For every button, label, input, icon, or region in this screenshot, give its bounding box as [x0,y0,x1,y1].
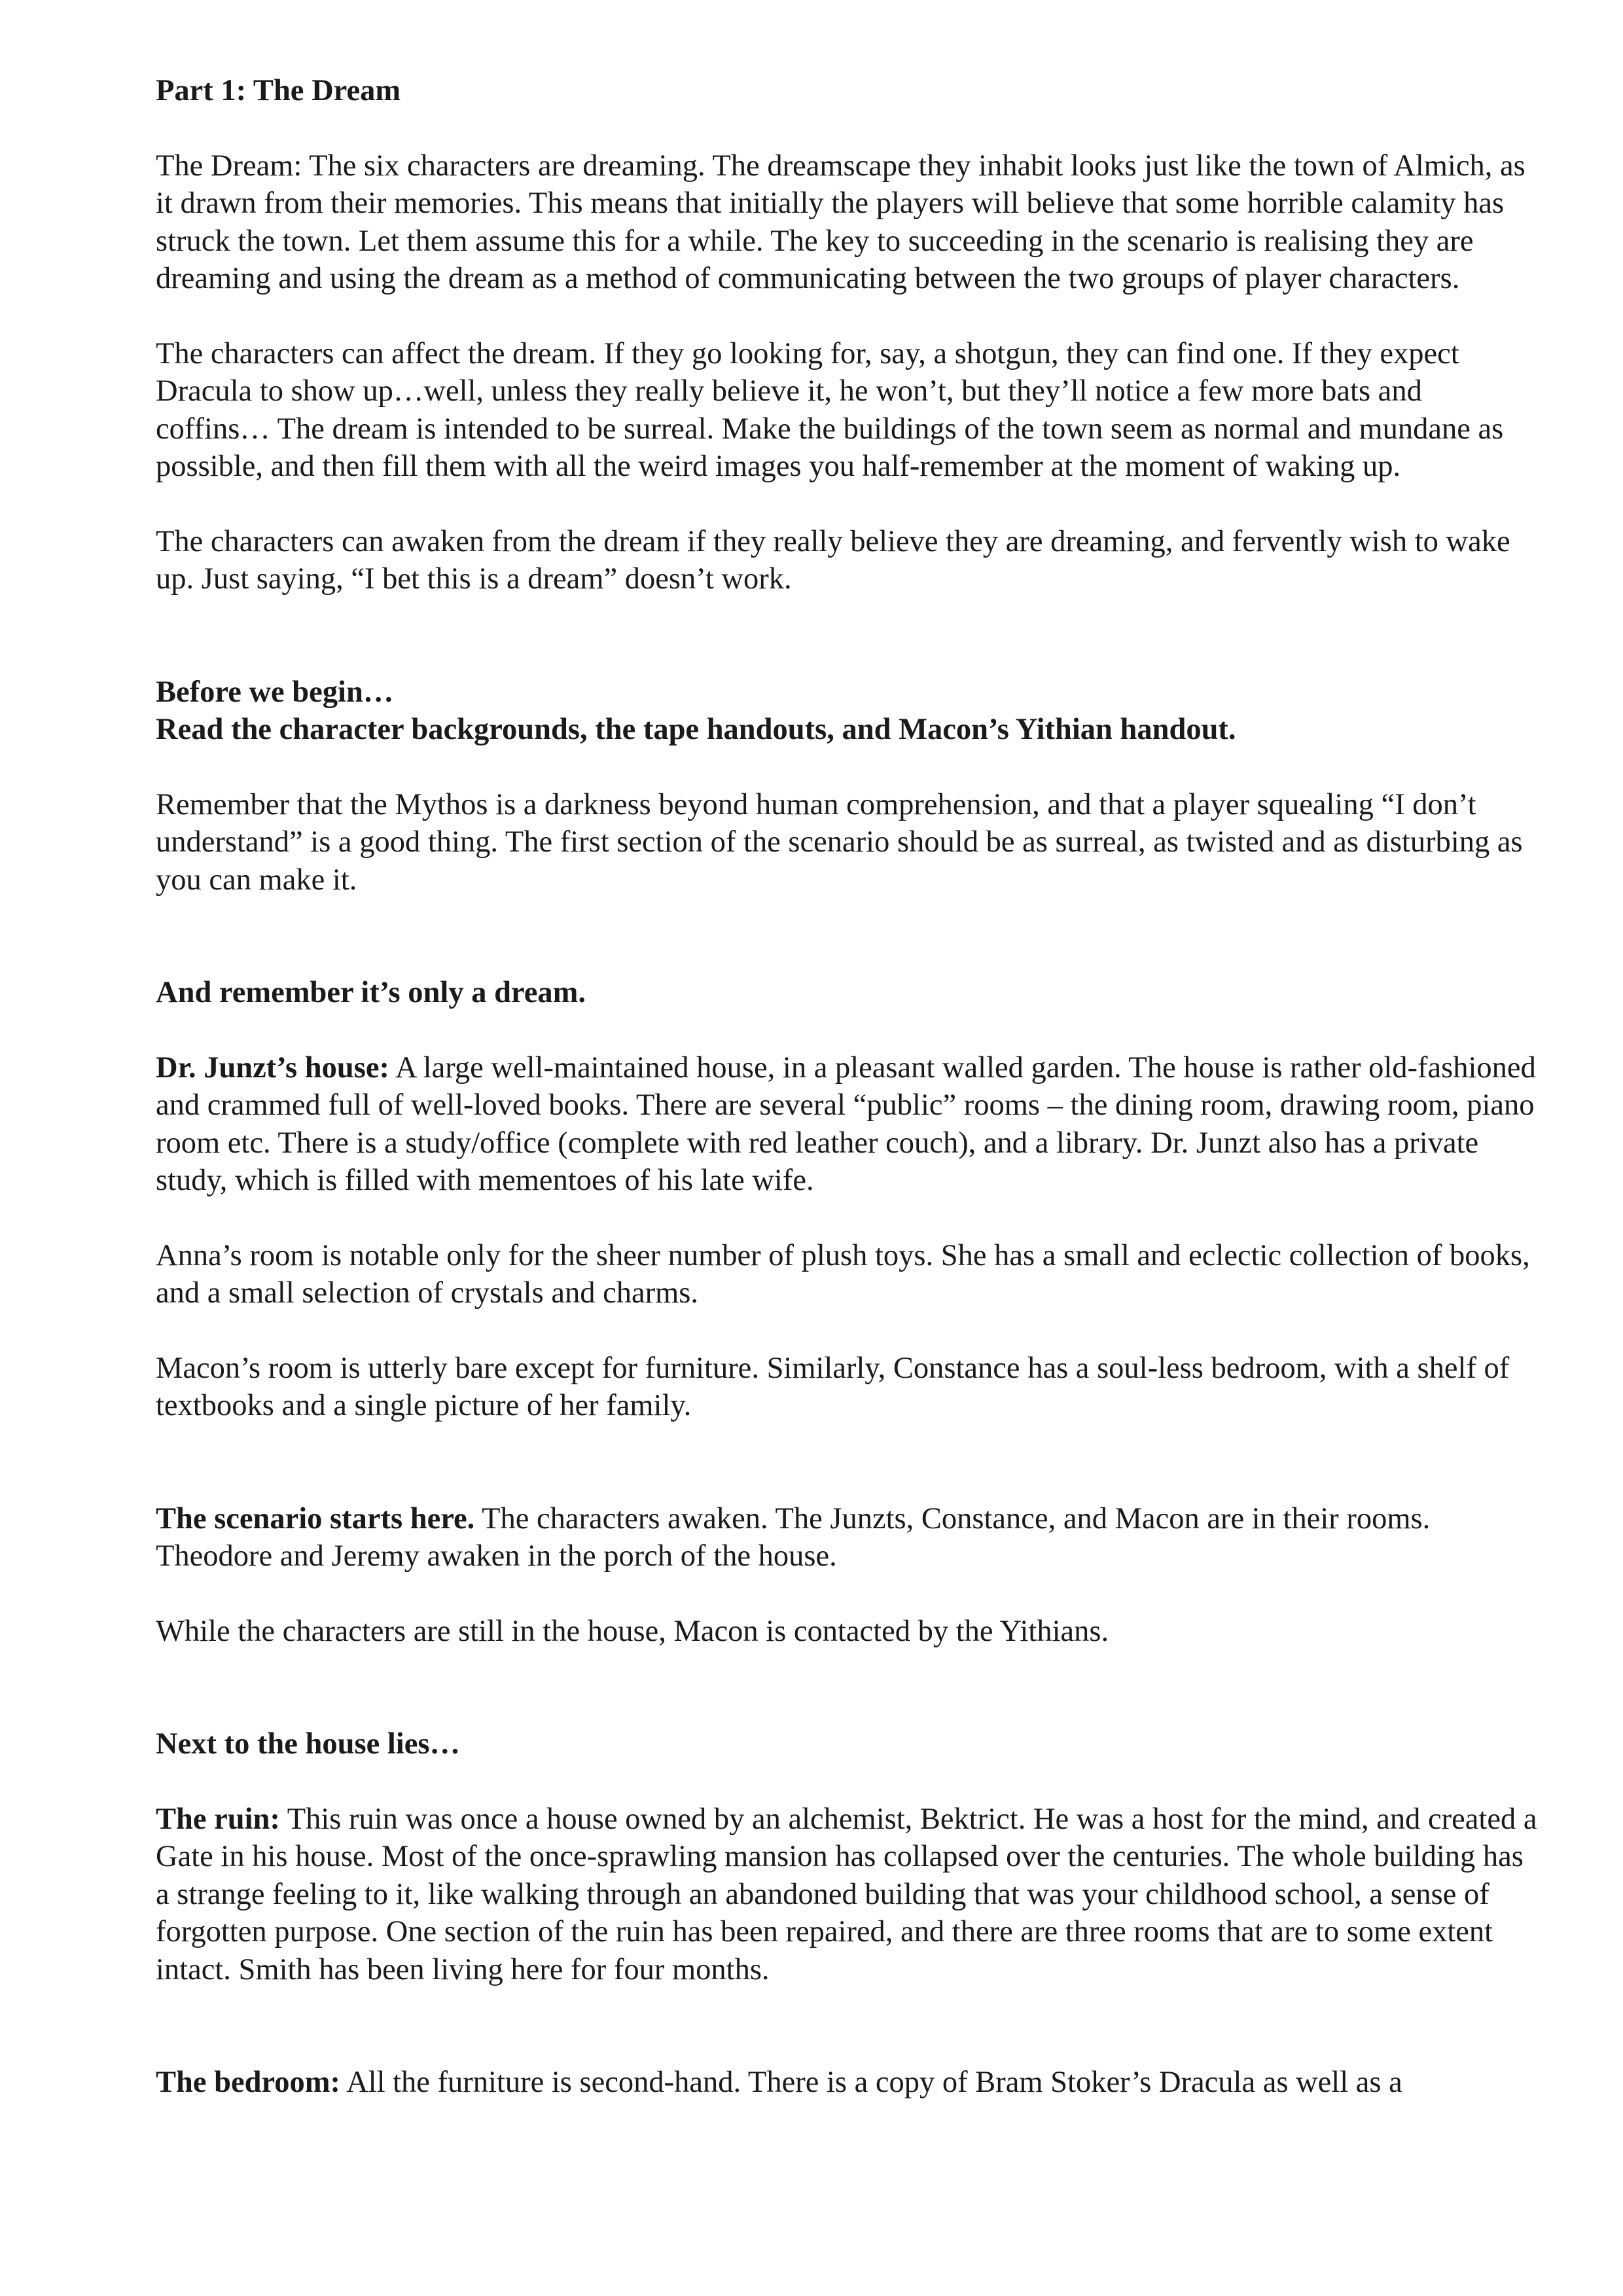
bedroom-paragraph [156,2064,1538,2102]
macon-room-paragraph: Macon’s room is utterly bare except for furniture. Similarly, Constance has a soul-less bedroom, with a shelf of textbooks and a single picture of her family. [156,1351,1510,1422]
dream-paragraph: The Dream: The six characters are dreaming. The dreamscape they inhabit looks just like the town of Almich, as it drawn from their memories. This means that initially the players will believe that some horrible calamity has struck the town. Let them assume this for a while. The key to succeeding in the scenario is realising they are dreaming and using the dream as a method of communicating between the two groups of player characters. [156,149,1525,295]
affect-paragraph: The characters can affect the dream. If they go looking for, say, a shotgun, they can find one. If they expect Dracula to show up…well, unless they really believe it, he won’t, but they’ll notice a few more bats and coffins… The dream is intended to be surreal. Make the buildings of the town seem as normal and mundane as possible, and then fill them with all the weird images you half-remember at the moment of waking up. [156,336,1504,483]
before-heading: Before we begin… [156,675,394,709]
before-instruction: Read the character backgrounds, the tape handouts, and Macon’s Yithian handout. [156,713,1236,746]
junzt-house-label: Dr. Junzt’s house: [156,1050,389,1085]
bedroom-label: The bedroom: [156,2066,341,2099]
ruin-label: The ruin: [156,1802,280,1836]
scenario-start-paragraph [156,1500,1538,1575]
mythos-paragraph: Remember that the Mythos is a darkness beyond human comprehension, and that a player squealing “I don’t understand” is a good thing. The first section of the scenario should be as surreal, as twisted and as disturbing as you can make it. [156,787,1523,897]
junzt-house-text: A large well-maintained house, in a pleasant walled garden. The house is rather old-fashioned and crammed full of well-loved books. There are several “public” rooms – the dining room, drawing room, piano room etc. There is a study/office (complete with red leather couch), and a library. Dr. Junzt also has a private study, which is filled with mementoes of his late wife. [156,1050,1536,1197]
bedroom-text: All the furniture is second-hand. There is a copy of Bram Stoker’s Dracula as well as a [340,2066,1402,2099]
part-title: Part 1: The Dream [156,74,401,107]
scenario-start-text: The characters awaken. The Junzts, Constance, and Macon are in their rooms. Theodore and Jeremy awaken in the porch of the house. [156,1501,1431,1573]
remember-heading: And remember it’s only a dream. [156,976,586,1009]
yithian-contact-paragraph: While the characters are still in the house, Macon is contacted by the Yithians. [156,1614,1109,1648]
next-to-house-heading: Next to the house lies… [156,1727,460,1761]
document-page [156,72,1538,2102]
junzt-house-paragraph [156,1049,1538,1200]
anna-room-paragraph: Anna’s room is notable only for the sheer number of plush toys. She has a small and eclectic collection of books, and a small selection of crystals and charms. [156,1238,1530,1310]
ruin-paragraph [156,1801,1538,1989]
scenario-start-label: The scenario starts here. [156,1501,475,1535]
ruin-text: This ruin was once a house owned by an alchemist, Bektrict. He was a host for the mind, and created a Gate in his house. Most of the once-sprawling mansion has collapsed over the centuries. The whole building has a strange feeling to it, like walking through an abandoned building that was your childhood school, a sense of forgotten purpose. One section of the ruin has been repaired, and there are three rooms that are to some extent intact. Smith has been living here for four months. [156,1802,1537,1986]
awaken-paragraph: The characters can awaken from the dream if they really believe they are dreaming, and fervently wish to wake up. Just saying, “I bet this is a dream” doesn’t work. [156,524,1510,596]
